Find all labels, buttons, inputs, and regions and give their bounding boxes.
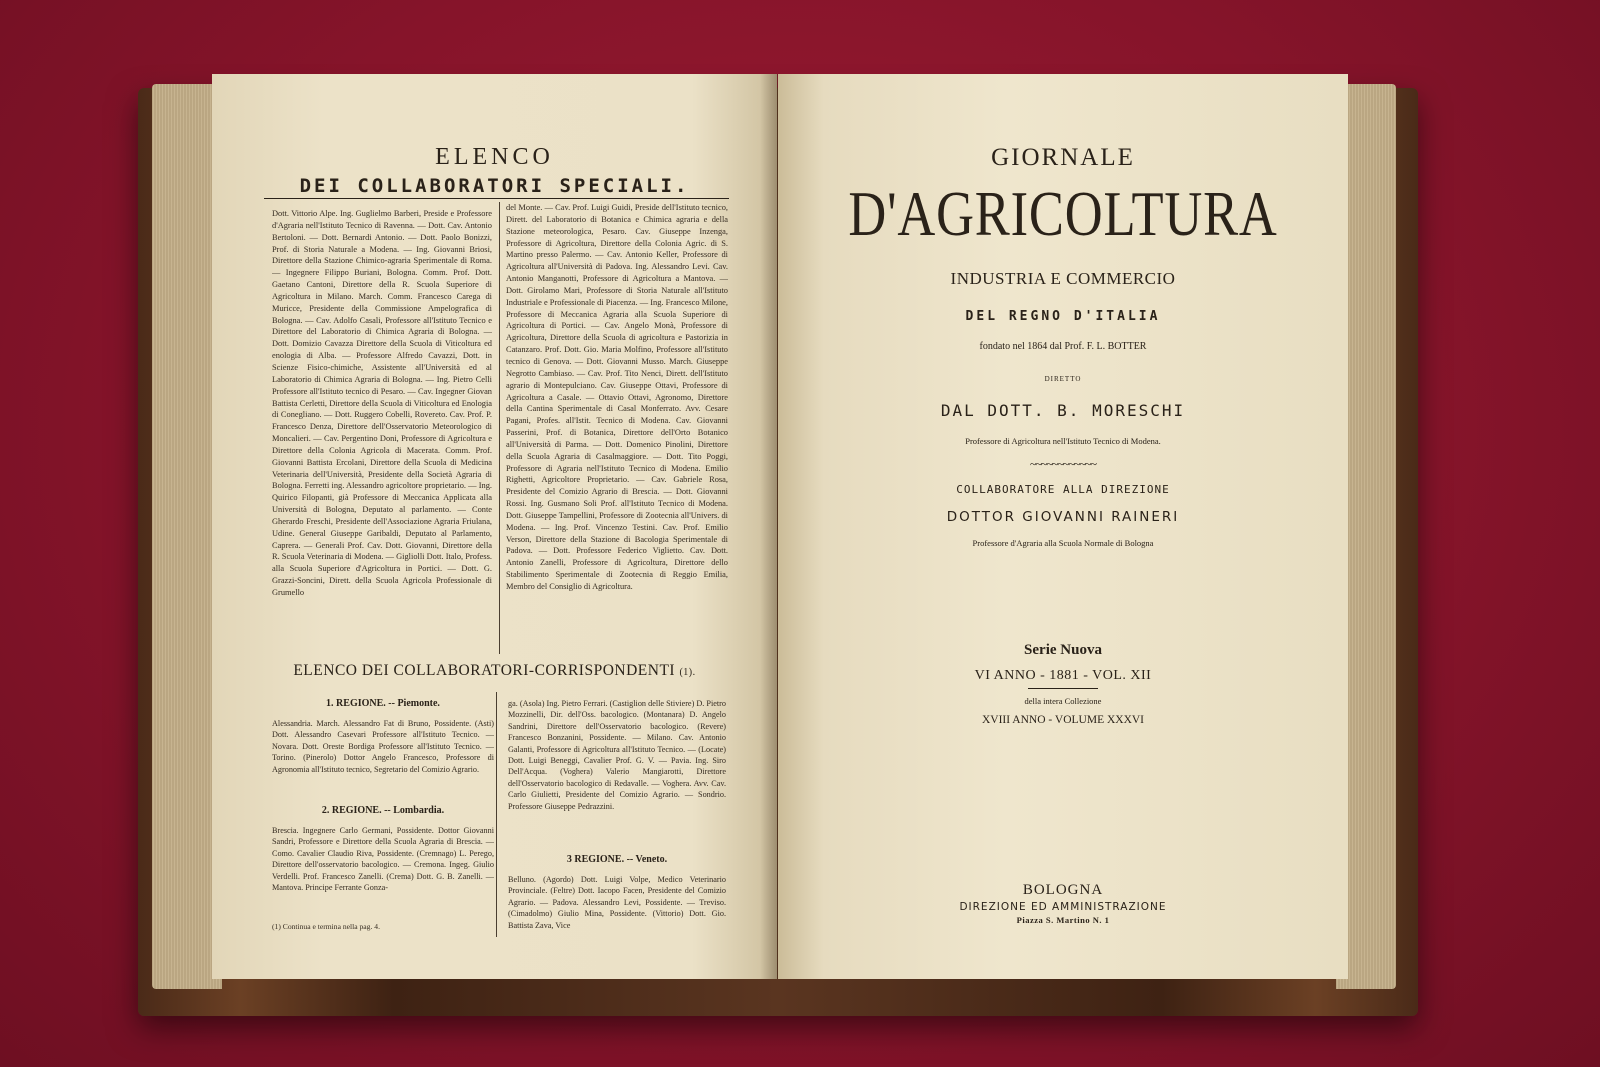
anno-volume: VI ANNO - 1881 - VOL. XII xyxy=(974,668,1152,683)
elenco-title: ELENCO xyxy=(435,144,554,170)
regione-2-text: Brescia. Ingegnere Carlo Germani, Possidente. Dottor Giovanni Sandri, Professore e Direttore della Scuola Agraria di Brescia. — Como. Cavalier Claudio Riva, Possidente. (Cremnago) L. Perego, Direttore dell'osservatorio bacologico. — Cremona. Ingeg. Giulio Verdelli. Prof. Francesco Zanelli. (Crema) Dott. G. B. Zanelli. — Mantova. Principe Ferrante Gonza- xyxy=(272,826,494,893)
fondato-line: fondato nel 1864 dal Prof. F. L. BOTTER xyxy=(979,341,1147,352)
publisher-city: BOLOGNA xyxy=(1022,882,1104,898)
diretto-label: DIRETTO xyxy=(1044,375,1082,383)
dagricoltura-title: D'AGRICOLTURA xyxy=(848,178,1278,249)
left-page xyxy=(212,74,777,979)
collezione-label: della intera Collezione xyxy=(1024,696,1102,706)
collaboratore-label: COLLABORATORE ALLA DIREZIONE xyxy=(956,483,1170,496)
collaborator-title: Professore d'Agraria alla Scuola Normale di Bologna xyxy=(972,538,1154,548)
corrispondenti-title: ELENCO DEI COLLABORATORI-CORRISPONDENTI xyxy=(293,662,676,679)
footnote: (1) Continua e termina nella pag. 4. xyxy=(272,922,380,931)
regione-3-heading: 3 REGIONE. -- Veneto. xyxy=(566,854,668,865)
speciali-column-2: del Monte. — Cav. Prof. Luigi Guidi, Preside dell'Istituto tecnico, Dirett. del Laboratorio di Botanica e Chimica agraria e della Stazione meteorologica, Pesaro. Cav. Giuseppe Inzenga, Professore di Agricoltura, Direttore della Colonia Agric. di S. Martino presso Palermo. — Cav. Antonio Keller, Professore di Agricoltura all'Università di Padova. Ing. Alessandro Levi. Cav. Antonio Manganotti, Professore di Agricoltura a Mantova. — Dott. Girolamo Mari, Professore di Storia Naturale all'Istituto Industriale e Professionale di Piacenza. — Ing. Francesco Milone, Professore di Meccanica Agraria alla Scuola Superiore di Agricoltura di Portici. — Cav. Angelo Monà, Professore di Agricoltura, Direttore della Scuola di agricoltura e Pastorizia in Catanzaro. Prof. Dott. Gio. Maria Molfino, Professore all'Istituto tecnico di Genova. — Dott. Giovanni Musso. March. Giuseppe Negrotto Cambiaso. — Cav. Prof. Tito Nenci, Dirett. dell'Istituto agrario di Montepulciano. Cav. Giuseppe Ottavi, Professore di Agricoltura a Casale. — Ottavio Ottavi, Agronomo, Direttore della Cantina Sperimentale di Casal Monferrato. Avv. Cesare Pagani, Profes. all'Istit. Tecnico di Modena. Cav. Giovanni Passerini, Prof. di Botanica, Direttore dell'Orto Botanico all'Università di Parma. — Dott. Domenico Pinolini, Direttore della Scuola Agraria di Casalmaggiore. — Dott. Tito Poggi, Professore di Agraria nell'Istituto Tecnico di Modena. Emilio Righetti, Agricoltore Proprietario. — Cav. Gabriele Rosa, Presidente del Comizio Agrario di Brescia. — Dott. Giovanni Rossi. Ing. Gusmano Soli Prof. all'Istituto Tecnico di Modena. Dott. Giuseppe Tampellini, Professore di Zootecnia all'Univers. di Modena. — Ing. Prof. Vincenzo Testini. Cav. Prof. Emilio Verson, Direttore della Stazione di Bacologia Sperimentale di Padova. — Dott. Professore Federico Viglietto. Cav. Dott. Antonio Zanelli, Professore di Agricoltura, Direttore dello Stabilimento Sperimentale di Zootecnia di Reggio Emilia, Membro del Consiglio di Agricoltura. xyxy=(506,203,728,591)
director-title: Professore di Agricoltura nell'Istituto Tecnico di Modena. xyxy=(965,436,1161,446)
regione-1-text: Alessandria. March. Alessandro Fat di Bruno, Possidente. (Asti) Dott. Alessandro Casevari Professore all'Istituto Tecnico. — Novara. Dott. Oreste Bordiga Professore all'Istituto Tecnico. — Torino. (Pinerolo) Dottor Angelo Francesco, Professore di Agronomia all'Istituto tecnico, Segretario del Comizio Agrario. xyxy=(272,719,494,774)
regione-1-heading: 1. REGIONE. -- Piemonte. xyxy=(326,698,440,709)
column-divider-2 xyxy=(496,692,497,937)
regione-2-heading: 2. REGIONE. -- Lombardia. xyxy=(321,805,445,816)
regione-3-text: Belluno. (Agordo) Dott. Luigi Volpe, Medico Veterinario Provinciale. (Feltre) Dott. Iacopo Facen, Presidente del Comizio Agrario. — Padova. Alessandro Levi, Possidente. — Treviso. (Cimadolmo) Giulio Mina, Possidente. (Vittorio) Dott. Gio. Battista Zava, Vice xyxy=(508,875,726,930)
column-divider xyxy=(499,202,500,654)
collezione-volume: XVIII ANNO - VOLUME XXXVI xyxy=(981,714,1145,726)
collaboratori-speciali-title: DEI COLLABORATORI SPECIALI. xyxy=(299,175,690,197)
volume-rule xyxy=(1028,688,1098,689)
speciali-column-1: Dott. Vittorio Alpe. Ing. Guglielmo Barberi, Preside e Professore d'Agraria nell'Istituto Tecnico di Ravenna. — Dott. Cav. Antonio Bertoloni. — Dott. Bernardi Antonio. — Dott. Paolo Bonizzi, Prof. di Storia Naturale a Modena. — Ing. Giovanni Briosi, Direttore della Stazione Chimico-agraria Sperimentale di Roma. — Ingegnere Filippo Buriani, Bologna. Comm. Prof. Dott. Gaetano Cantoni, Direttore della R. Scuola Superiore di Agricoltura in Milano. March. Comm. Francesco Carega di Muricce, Presidente della Commissione Ampelografica di Bologna. — Cav. Adolfo Casali, Professore all'Istituto Tecnico e Direttore del Laboratorio di Chimica Agraria di Bologna. — Dott. Domizio Cavazza Direttore della Scuola di Viticoltura ed enologia di Alba. — Professore Alfredo Cavazzi, Dott. in Scienze Fisico-chimiche, Assistente all'Università ed al Laboratorio di Chimica Agraria di Bologna. — Ing. Pietro Celli Professore all'Istituto tecnico di Pesaro. — Cav. Ingegner Giovan Battista Cerletti, Direttore della Scuola di Viticoltura ed Enologia di Conegliano. — Dott. Ruggero Cobelli, Rovereto. Cav. Prof. P. Francesco Denza, Direttore dell'Osservatorio Meteorologico di Moncalieri. — Cav. Pergentino Doni, Professore di Agricoltura e Direttore della Colonia Agricola di Macerata. Comm. Prof. Giovanni Battista Ercolani, Direttore della Scuola di Medicina Veterinaria dell'Università, Presidente della Società Agraria di Bologna. Ferretti ing. Alessandro agricoltore proprietario. — Ing. Quirico Filopanti, già Professore di Meccanica Applicata alla Università di Bologna, Deputato al parlamento. — Conte Gherardo Freschi, Presidente dell'Associazione Agraria Friulana, Udine. General Giuseppe Garibaldi, Deputato al Parlamento, Caprera. — Generali Prof. Cav. Dott. Giovanni, Direttore della R. Scuola Veterinaria di Modena. — Gigliolli Dott. Italo, Profess. alla Scuola Superiore d'Agricoltura in Portici. — Dott. G. Grazzi-Soncini, Dirett. della Scuola Agricola Professionale di Grumello xyxy=(272,209,492,597)
regno-subtitle: DEL REGNO D'ITALIA xyxy=(965,309,1161,324)
publisher-address: Piazza S. Martino N. 1 xyxy=(1016,915,1110,925)
serie-label: Serie Nuova xyxy=(1024,642,1102,658)
corrispondenti-heading xyxy=(212,662,777,680)
ornament-divider: ~~~~~~~~~~~~ xyxy=(1030,457,1096,471)
giornale-title: GIORNALE xyxy=(991,144,1135,171)
corrispondenti-note: (1). xyxy=(679,667,696,678)
right-page xyxy=(778,74,1348,979)
title-rule xyxy=(264,198,729,199)
director-name: DAL DOTT. B. MORESCHI xyxy=(940,401,1186,420)
regione-2-continued: ga. (Asola) Ing. Pietro Ferrari. (Castiglion delle Stiviere) D. Pietro Mozzinelli, Dir. dell'Oss. bacologico. (Montanara) D. Angelo Sandrini, Direttore dell'Osservatorio bacologico. (Revere) Francesco Bonzanini, Possidente. — Milano. Cav. Antonio Galanti, Professore di Agricoltura all'Istituto Tecnico. — (Locate) Dott. Luigi Beneggi, Cavalier Prof. G. V. — Pavia. Ing. Siro Dell'Acqua. (Voghera) Valerio Mangiarotti, Direttore dell'Osservatorio bacologico di Redavalle. — Voghera. Avv. Cav. Carlo Giulietti, Presidente del Comizio Agrario. — Sondrio. Professore Giuseppe Pedrazzini. xyxy=(508,699,726,811)
collaborator-name: DOTTOR GIOVANNI RAINERI xyxy=(946,509,1180,525)
publisher-direzione: DIREZIONE ED AMMINISTRAZIONE xyxy=(959,901,1167,913)
industria-subtitle: INDUSTRIA E COMMERCIO xyxy=(950,269,1176,288)
